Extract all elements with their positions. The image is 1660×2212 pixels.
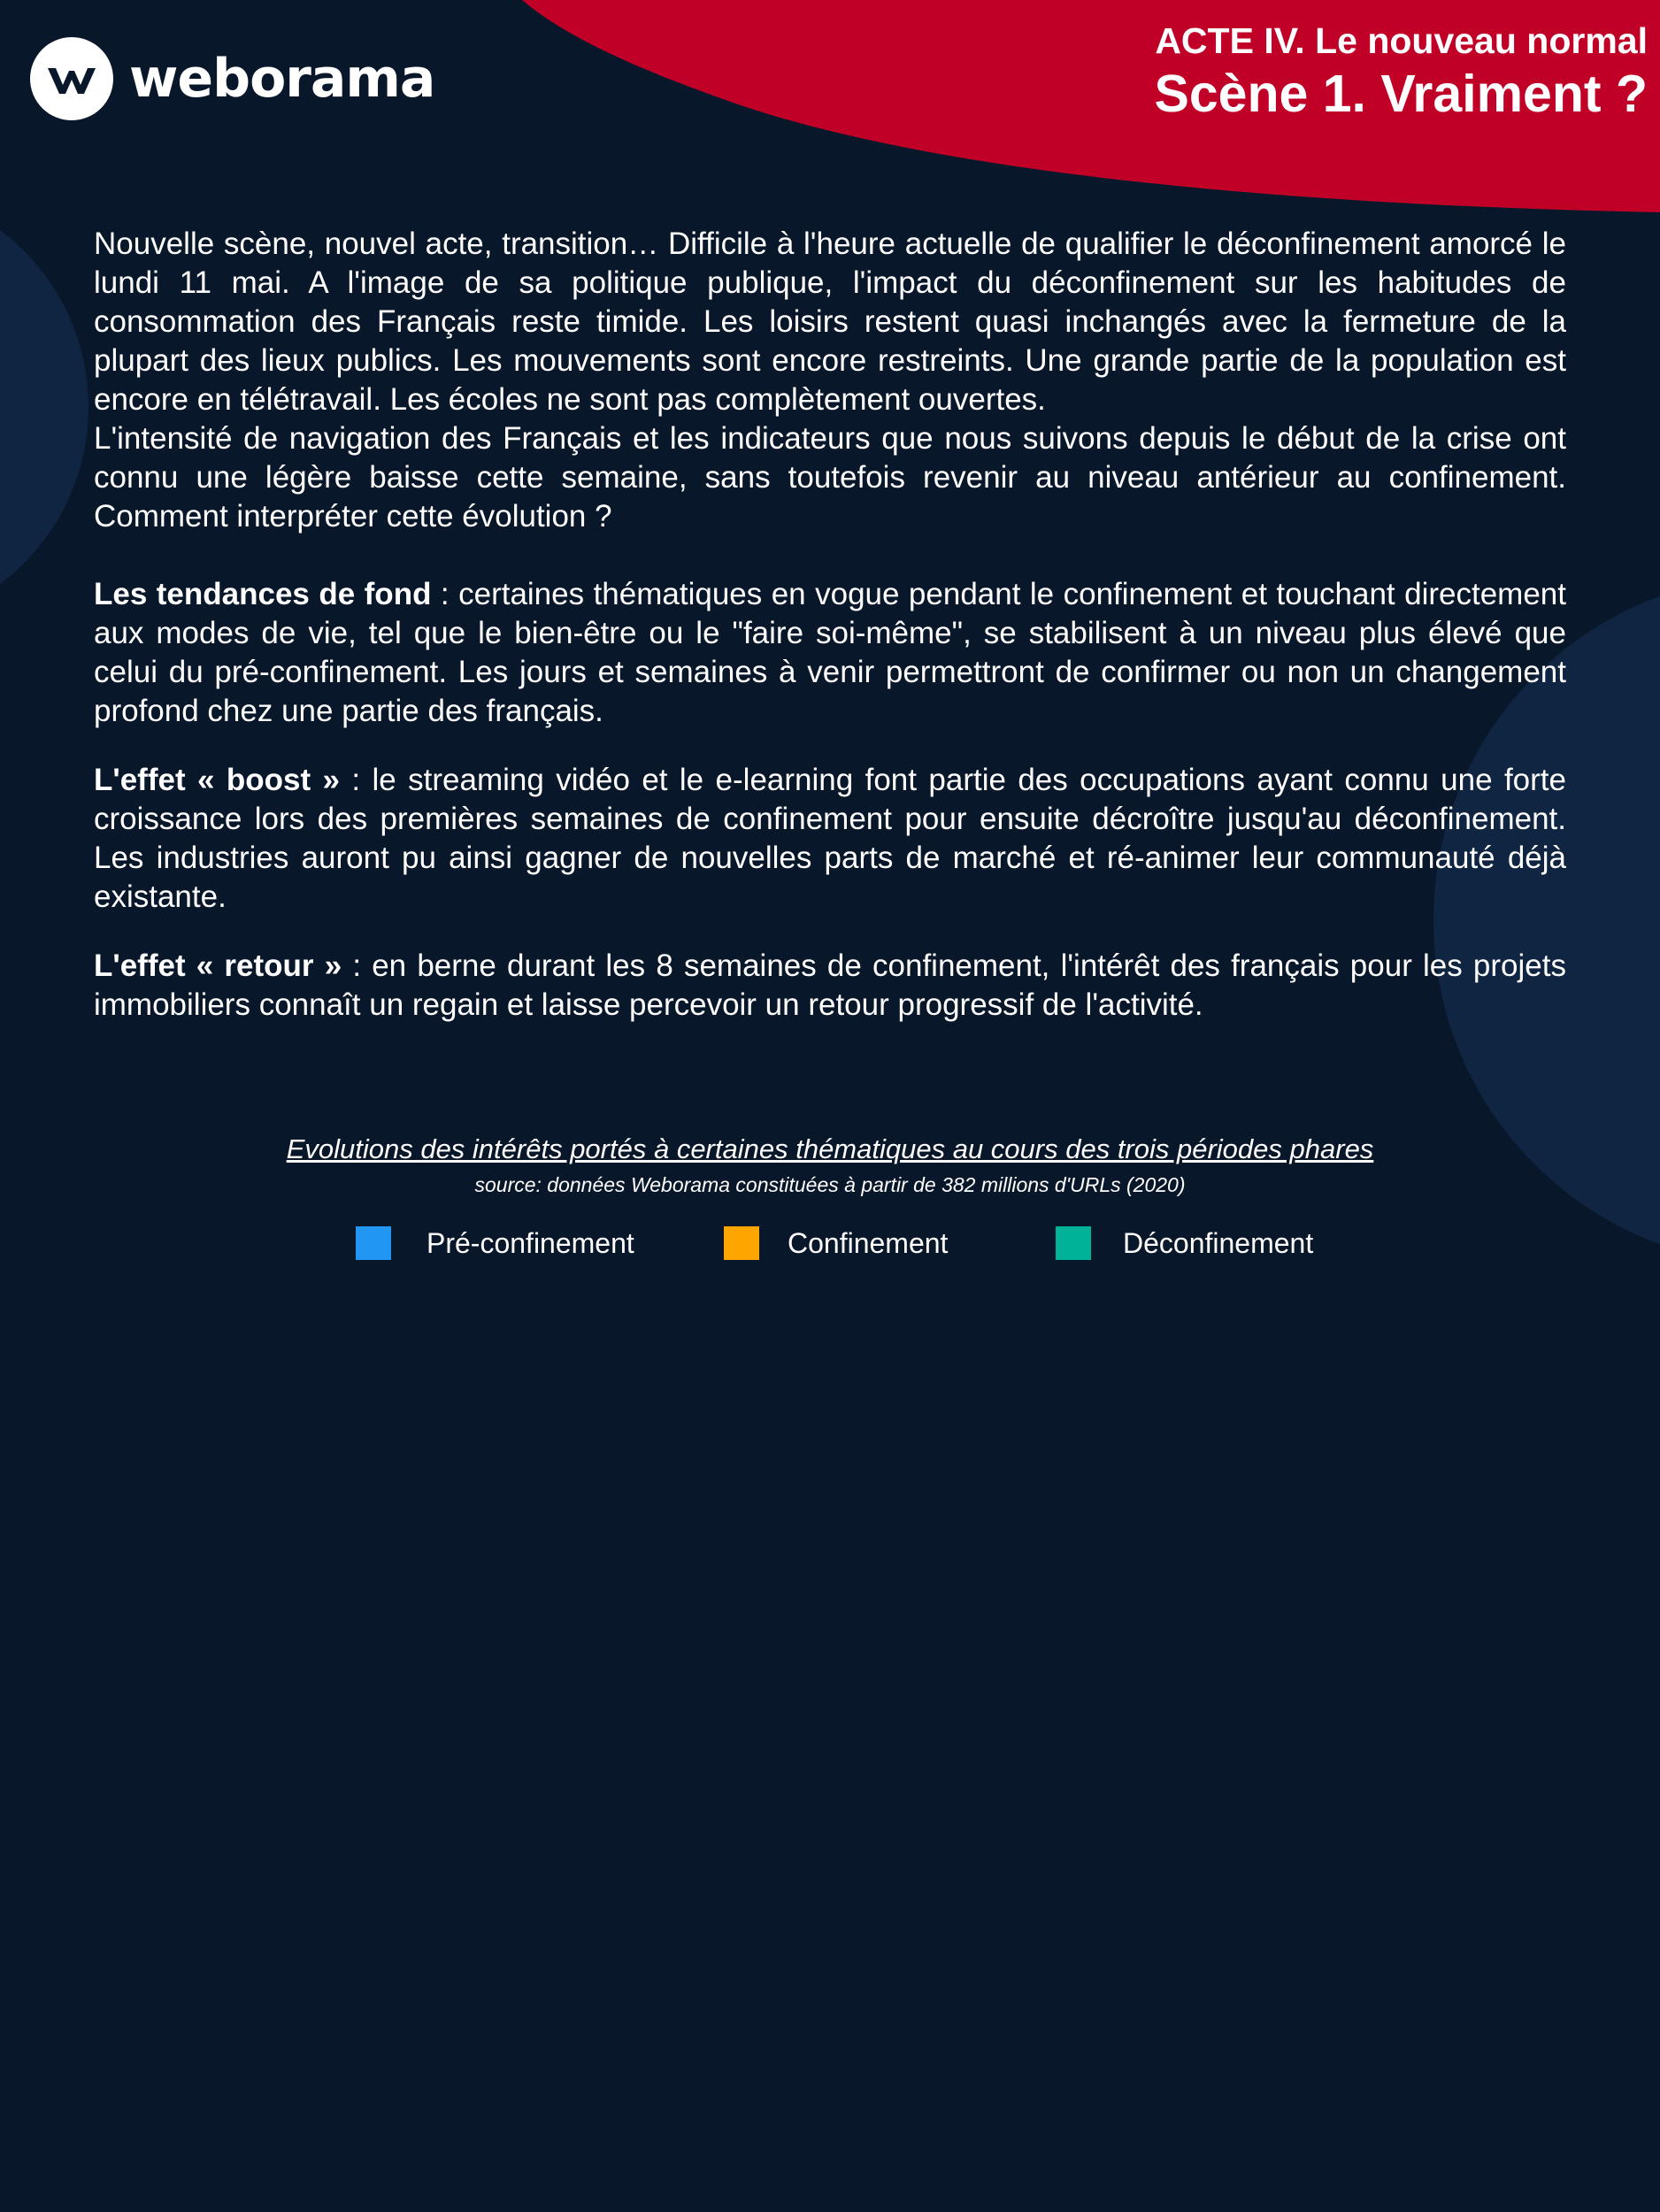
intro-paragraph: Nouvelle scène, nouvel acte, transition… Difficile à l'heure actuelle de qualifier le déconfinement amorcé le lundi 11 mai. A l'image de sa politique publique, l'impact du déconfinement sur les habitudes de consommation des Français reste timide. Les loisirs restent quasi inchangés avec la fermeture de la plupart des lieux publics. Les mouvements sont encore restreints. Une grande partie de la population est encore en télétravail. Les écoles ne sont pas complètement ouvertes. bbox=[94, 227, 1566, 417]
weborama-logo bbox=[30, 37, 434, 120]
section-text: : le streaming vidéo et le e-learning font partie des occupations ayant connu une forte croissance lors des premières semaines de confinement pour ensuite décroître jusqu'au déconfinement. Les industries auront pu ainsi gagner de nouvelles parts de marché et ré-animer leur communauté déjà existante. bbox=[94, 763, 1566, 914]
section-retour bbox=[94, 947, 1566, 1025]
section-label: Les tendances de fond bbox=[94, 577, 432, 611]
legend-swatch-deconf bbox=[1056, 1226, 1091, 1260]
act-title: ACTE IV. Le nouveau normal bbox=[1155, 20, 1648, 61]
scene-title: Scène 1. Vraiment ? bbox=[1154, 65, 1648, 123]
deco-circle-left bbox=[0, 186, 88, 628]
legend-item-confinement bbox=[724, 1224, 948, 1263]
legend-label: Confinement bbox=[788, 1227, 949, 1259]
section-text: : en berne durant les 8 semaines de confinement, l'intérêt des français pour les projets immobiliers connaît un regain et laisse percevoir un retour progressif de l'activité. bbox=[94, 949, 1566, 1022]
section-label: L'effet « retour » bbox=[94, 949, 342, 983]
legend-item-deconfinement bbox=[1056, 1224, 1313, 1263]
header-title bbox=[1155, 19, 1648, 124]
legend-swatch-pre bbox=[356, 1226, 391, 1260]
logo-text: weborama bbox=[129, 48, 435, 110]
section-text: : certaines thématiques en vogue pendant le confinement et touchant directement aux modes de vie, tel que le bien-être ou le "faire soi-même", se stabilisent à un niveau plus élevé que celui du pré-confinement. Les jours et semaines à venir permettront de confirmer ou non un changement profond chez une partie des français. bbox=[94, 577, 1566, 728]
section-boost bbox=[94, 761, 1566, 917]
section-tendances bbox=[94, 575, 1566, 731]
intro-paragraph: L'intensité de navigation des Français et les indicateurs que nous suivons depuis le début de la crise ont connu une légère baisse cette semaine, sans toutefois revenir au niveau antérieur au confinement. Comment interpréter cette évolution ? bbox=[94, 421, 1566, 534]
article-body bbox=[94, 225, 1566, 1025]
legend-swatch-conf bbox=[724, 1226, 759, 1260]
chart-legend bbox=[0, 1224, 1660, 1263]
legend-item-pre-confinement bbox=[356, 1224, 634, 1263]
legend-label: Déconfinement bbox=[1123, 1227, 1314, 1259]
section-label: L'effet « boost » bbox=[94, 763, 340, 797]
chart-title: Evolutions des intérêts portés à certaines thématiques au cours des trois périodes phares bbox=[286, 1133, 1374, 1164]
legend-label: Pré-confinement bbox=[427, 1227, 634, 1259]
chart-source: source: données Weborama constituées à partir de 382 millions d'URLs (2020) bbox=[474, 1173, 1186, 1196]
weborama-w-logo-icon bbox=[30, 37, 113, 120]
